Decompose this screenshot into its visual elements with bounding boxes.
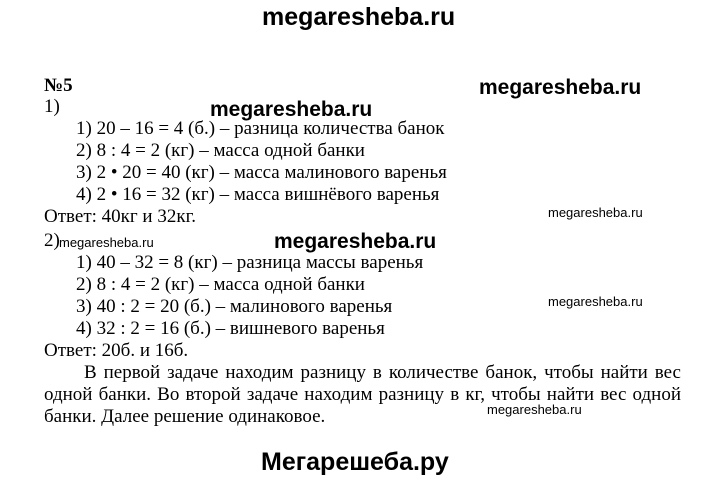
- part2-step-1: 1) 40 – 32 = 8 (кг) – разница массы варенья: [76, 252, 424, 273]
- part2-step-4: 4) 32 : 2 = 16 (б.) – вишневого варенья: [76, 318, 385, 339]
- part2-step-3: 3) 40 : 2 = 20 (б.) – малинового варенья: [76, 296, 393, 317]
- watermark-mid-2: megaresheba.ru: [274, 230, 437, 253]
- part1-step-4: 4) 2 • 16 = 32 (кг) – масса вишнёвого варенья: [76, 184, 440, 205]
- part1-label: 1): [44, 96, 60, 117]
- watermark-footer: Мегарешеба.ру: [261, 448, 449, 476]
- part1-answer: Ответ: 40кг и 32кг.: [44, 206, 196, 227]
- part2-step-2: 2) 8 : 4 = 2 (кг) – масса одной банки: [76, 274, 365, 295]
- part2-answer: Ответ: 20б. и 16б.: [44, 340, 189, 361]
- explanation-text: В первой задаче находим разницу в количестве банок, чтобы найти вес одной банки. Во второй задаче находим разницу в кг, чтобы найти вес одной банки. Далее решение одинаковое.: [44, 362, 681, 427]
- problem-number: №5: [44, 75, 73, 96]
- watermark-mid-1: megaresheba.ru: [210, 98, 373, 121]
- watermark-right-header: megaresheba.ru: [479, 76, 642, 99]
- watermark-small-bottom: megaresheba.ru: [487, 402, 582, 417]
- watermark-small-left: megaresheba.ru: [59, 235, 154, 250]
- explanation-paragraph: [44, 362, 681, 428]
- part1-step-2: 2) 8 : 4 = 2 (кг) – масса одной банки: [76, 140, 365, 161]
- watermark-small-right-1: megaresheba.ru: [548, 205, 643, 220]
- part1-step-3: 3) 2 • 20 = 40 (кг) – масса малинового варенья: [76, 162, 447, 183]
- part2-label: 2): [44, 230, 60, 251]
- watermark-small-right-2: megaresheba.ru: [548, 294, 643, 309]
- part1-step-1: 1) 20 – 16 = 4 (б.) – разница количества банок: [76, 118, 445, 139]
- watermark-top: megaresheba.ru: [262, 3, 456, 31]
